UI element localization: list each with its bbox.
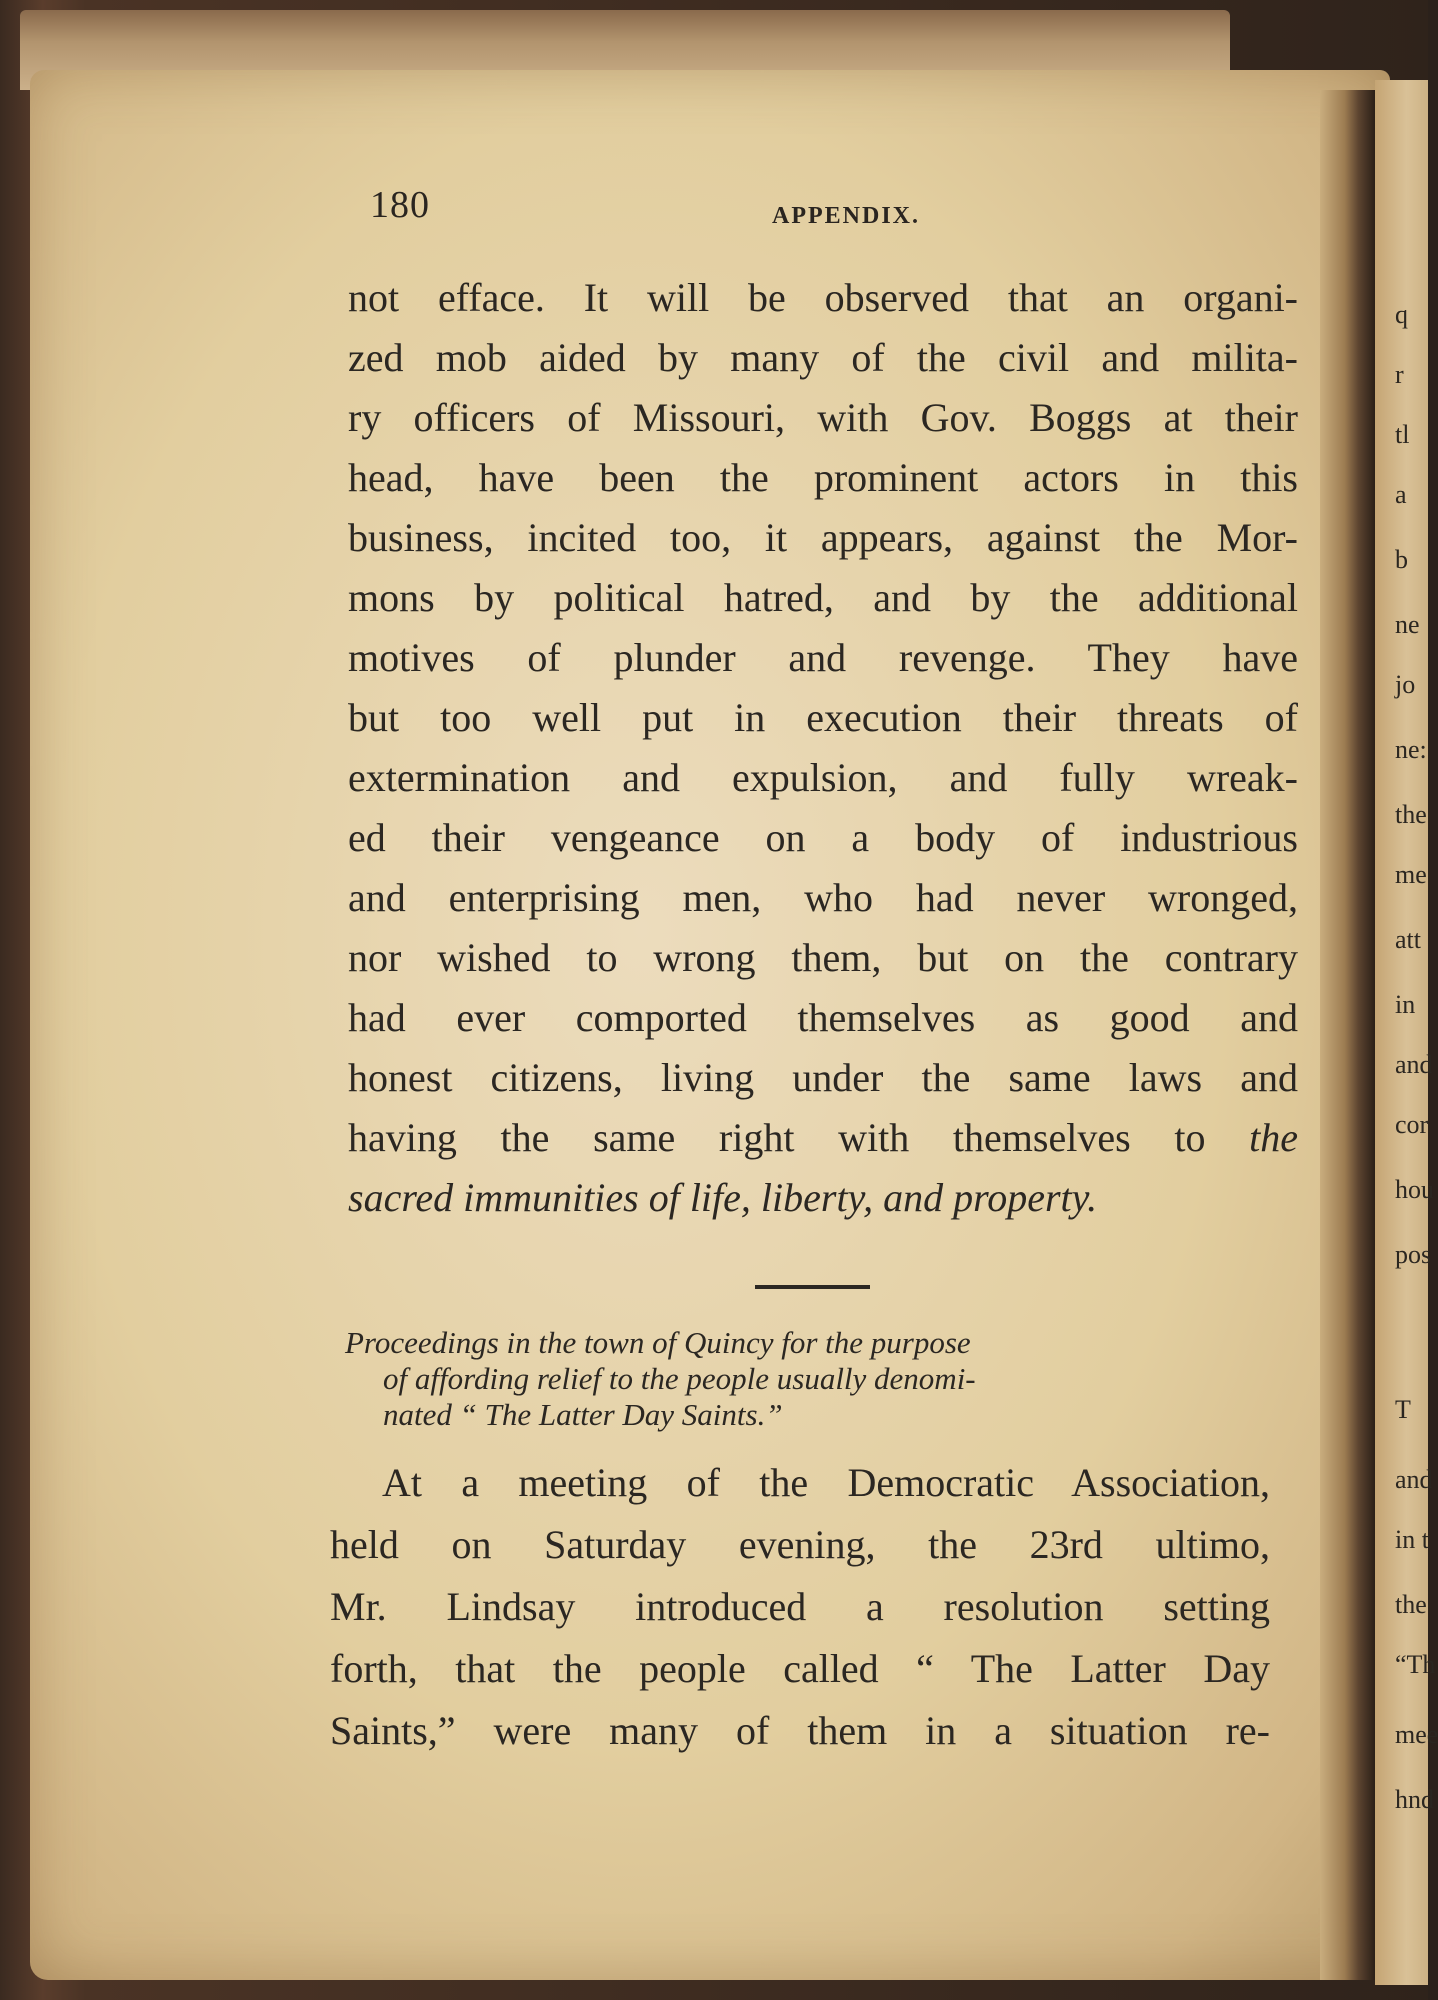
facing-page-fragment: T	[1395, 1395, 1411, 1424]
body-line-italic: the	[1249, 1115, 1298, 1160]
section-divider	[755, 1285, 870, 1289]
facing-page-fragment: cor	[1395, 1110, 1429, 1139]
body-line-text: having the same right with themselves to	[348, 1115, 1206, 1160]
facing-page-fragment: b	[1395, 545, 1408, 574]
page-number: 180	[370, 184, 430, 226]
facing-page-fragment: tl	[1395, 420, 1410, 449]
meeting-paragraph	[330, 1452, 1270, 1762]
meeting-line: Saints,” were many of them in a situation re-	[330, 1708, 1270, 1753]
body-line: honest citizens, living under the same laws and	[348, 1055, 1298, 1100]
heading-line: of affording relief to the people usually denomi-	[383, 1361, 976, 1396]
facing-page-fragment: ne:	[1395, 735, 1427, 764]
meeting-line: At a meeting of the Democratic Association,	[382, 1460, 1270, 1505]
heading-line: nated “ The Latter Day Saints.”	[383, 1397, 783, 1432]
facing-page-fragment: hou	[1395, 1175, 1434, 1204]
body-line: head, have been the prominent actors in this	[348, 455, 1298, 500]
body-line: but too well put in execution their threats of	[348, 695, 1298, 740]
facing-page-fragment: a	[1395, 480, 1407, 509]
facing-page-fragment: att	[1395, 925, 1421, 954]
body-line: ry officers of Missouri, with Gov. Boggs at their	[348, 395, 1298, 440]
facing-page-fragment: and	[1395, 1465, 1433, 1494]
facing-page-fragment: q	[1395, 300, 1408, 329]
body-line	[348, 1108, 1298, 1168]
meeting-line: Mr. Lindsay introduced a resolution setting	[330, 1584, 1270, 1629]
facing-page-fragment: me	[1395, 860, 1427, 889]
facing-page-fragment: hnd	[1395, 1785, 1434, 1814]
body-line: nor wished to wrong them, but on the contrary	[348, 935, 1298, 980]
facing-page-fragment: ne	[1395, 610, 1420, 639]
body-line: motives of plunder and revenge. They have	[348, 635, 1298, 680]
meeting-line: forth, that the people called “ The Latter Day	[330, 1646, 1270, 1691]
facing-page-fragment: r	[1395, 360, 1404, 389]
facing-page-fragment: pos	[1395, 1240, 1432, 1269]
heading-line: Proceedings in the town of Quincy for the purpose	[345, 1325, 971, 1360]
facing-page-fragment: and	[1395, 1050, 1433, 1079]
body-line: business, incited too, it appears, against the Mor-	[348, 515, 1298, 560]
proceedings-heading	[345, 1325, 1270, 1433]
book-gutter	[1320, 90, 1375, 1980]
meeting-line: held on Saturday evening, the 23rd ultimo,	[330, 1522, 1270, 1567]
facing-page-fragment: in t	[1395, 1525, 1429, 1554]
facing-page-fragment: the	[1395, 800, 1427, 829]
body-line: mons by political hatred, and by the additional	[348, 575, 1298, 620]
body-line-italic-closing: sacred immunities of life, liberty, and property.	[348, 1175, 1098, 1220]
facing-page-fragment: mee	[1395, 1720, 1438, 1749]
body-line: and enterprising men, who had never wronged,	[348, 875, 1298, 920]
running-title: APPENDIX.	[772, 203, 920, 229]
facing-page-fragment: jo	[1395, 670, 1416, 699]
facing-page-fragment: the	[1395, 1590, 1427, 1619]
body-line: extermination and expulsion, and fully wreak-	[348, 755, 1298, 800]
body-paragraph	[348, 268, 1298, 1228]
facing-page-fragment: in	[1395, 990, 1416, 1019]
facing-page-fragment: “Th	[1395, 1650, 1436, 1679]
body-line: zed mob aided by many of the civil and milita-	[348, 335, 1298, 380]
body-line: not efface. It will be observed that an organi-	[348, 275, 1298, 320]
body-line: ed their vengeance on a body of industrious	[348, 815, 1298, 860]
body-line: had ever comported themselves as good and	[348, 995, 1298, 1040]
